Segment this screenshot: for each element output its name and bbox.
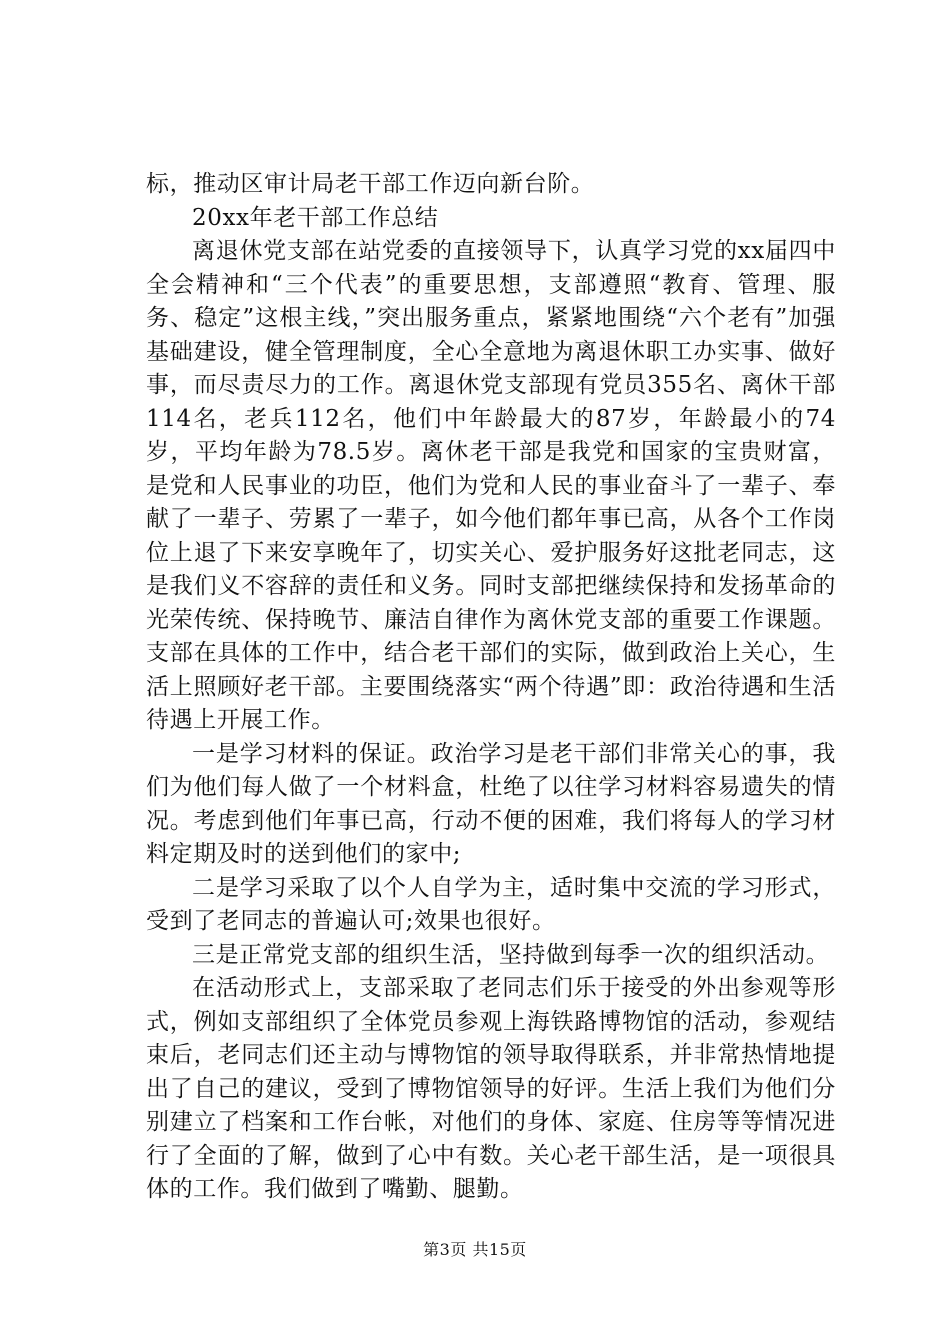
paragraph-item-three: 三是正常党支部的组织生活，坚持做到每季一次的组织活动。 xyxy=(192,941,830,968)
paragraph-intro: 离退休党支部在站党委的直接领导下，认真学习党的xx届四中全会精神和“三个代表”的重要思想，支部遵照“教育、管理、服务、稳定”这根主线，”突出服务重点，紧紧地围绕“六个老有”加强基础建设，健全管理制度，全心全意地为离退休职工办实事、做好事，而尽责尽力的工作。离退休党支部现有党员355名、离休干部114名，老兵112名，他们中年龄最大的87岁，年龄最小的74岁，平均年龄为78.5岁。离休老干部是我党和国家的宝贵财富，是党和人民事业的功臣，他们为党和人民的事业奋斗了一辈子、奉献了一辈子、劳累了一辈子，如今他们都年事已高，从各个工作岗位上退了下来安享晚年了，切实关心、爱护服务好这批老同志，这是我们义不容辞的责任和义务。同时支部把继续保持和发扬革命的光荣传统、保持晚节、廉洁自律作为离休党支部的重要工作课题。支部在具体的工作中，结合老干部们的实际，做到政治上关心，生活上照顾好老干部。主要围绕落实“两个待遇”即：政治待遇和生活待遇上开展工作。 xyxy=(146,238,836,733)
page-number-footer: 第3页 共15页 xyxy=(423,1240,527,1259)
section-title: 20xx年老干部工作总结 xyxy=(192,204,439,231)
document-body xyxy=(146,168,836,1207)
paragraph-item-two: 二是学习采取了以个人自学为主，适时集中交流的学习形式，受到了老同志的普遍认可;效果也很好。 xyxy=(146,874,836,934)
paragraph-item-one: 一是学习材料的保证。政治学习是老干部们非常关心的事，我们为他们每人做了一个材料盒，杜绝了以往学习材料容易遗失的情况。考虑到他们年事已高，行动不便的困难，我们将每人的学习材料定期及时的送到他们的家中; xyxy=(146,740,836,867)
paragraph-continuation: 标，推动区审计局老干部工作迈向新台阶。 xyxy=(146,171,595,197)
paragraph-activities: 在活动形式上，支部采取了老同志们乐于接受的外出参观等形式，例如支部组织了全体党员参观上海铁路博物馆的活动，参观结束后，老同志们还主动与博物馆的领导取得联系，并非常热情地提出了自己的建议，受到了博物馆领导的好评。生活上我们为他们分别建立了档案和工作台帐，对他们的身体、家庭、住房等等情况进行了全面的了解，做到了心中有数。关心老干部生活，是一项很具体的工作。我们做到了嘴勤、腿勤。 xyxy=(146,975,836,1202)
